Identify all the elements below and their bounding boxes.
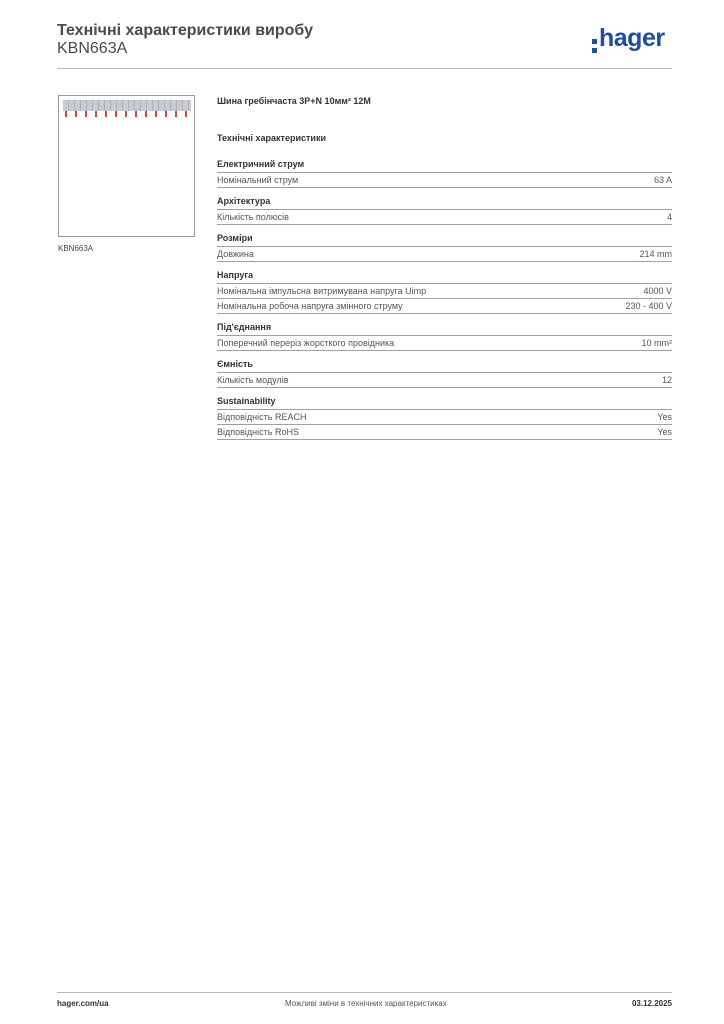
spec-label: Номінальна робоча напруга змінного струму: [217, 301, 403, 311]
footer-divider: [57, 992, 672, 993]
specifications: [217, 96, 672, 448]
product-code: KBN663A: [57, 40, 128, 57]
spec-label: Відповідність REACH: [217, 412, 307, 422]
spec-row: [217, 298, 672, 314]
spec-section: [217, 270, 672, 314]
product-name: Шина гребінчаста 3P+N 10мм² 12M: [217, 96, 371, 106]
spec-row: [217, 409, 672, 424]
section-title: Розміри: [217, 233, 253, 243]
busbar-picture: [63, 100, 191, 111]
spec-section: [217, 396, 672, 440]
spec-row: [217, 335, 672, 351]
spec-value: 10 mm²: [641, 338, 672, 348]
section-title: Під'єднання: [217, 322, 272, 332]
footer-date: 03.12.2025: [631, 999, 672, 1008]
spec-section: [217, 233, 672, 262]
spec-value: Yes: [657, 427, 672, 437]
section-title: Архітектура: [217, 196, 271, 206]
spec-value: 230 - 400 V: [625, 301, 672, 311]
spec-section: [217, 159, 672, 188]
spec-section: [217, 196, 672, 225]
spec-row: [217, 209, 672, 225]
footer-website-link[interactable]: hager.com/ua: [57, 999, 109, 1008]
section-title: Напруга: [217, 270, 254, 280]
spec-label: Кількість модулів: [217, 375, 289, 385]
section-title: Sustainability: [217, 396, 276, 406]
footer-notice: Можливі зміни в технічних характеристиках: [285, 999, 447, 1008]
spec-label: Номінальний струм: [217, 175, 299, 185]
spec-row: [217, 246, 672, 262]
spec-row: [217, 283, 672, 298]
spec-row: [217, 424, 672, 440]
spec-value: 63 A: [653, 175, 672, 185]
page-title: Технічні характеристики виробу: [57, 22, 313, 39]
busbar-pins: [65, 111, 189, 117]
spec-value: 214 mm: [639, 249, 672, 259]
spec-section: [217, 322, 672, 351]
spec-value: 12: [661, 375, 672, 385]
section-title: Ємність: [217, 359, 253, 369]
spec-row: [217, 372, 672, 388]
spec-value: Yes: [657, 412, 672, 422]
section-title: Електричний струм: [217, 159, 305, 169]
spec-row: [217, 172, 672, 188]
hager-logo[interactable]: [592, 26, 665, 53]
spec-label: Поперечний переріз жорсткого провідника: [217, 338, 395, 348]
logo-text: hager: [599, 24, 665, 52]
specs-heading: Технічні характеристики: [217, 133, 326, 143]
spec-label: Довжина: [217, 249, 254, 259]
spec-value: 4000 V: [643, 286, 672, 296]
logo-dots-icon: [592, 39, 598, 53]
spec-section: [217, 359, 672, 388]
spec-value: 4: [666, 212, 672, 222]
image-caption: KBN663A: [58, 244, 94, 253]
spec-label: Кількість полюсів: [217, 212, 289, 222]
header-divider: [57, 68, 672, 69]
product-image: [58, 95, 195, 237]
spec-label: Номінальна імпульсна витримувана напруга Uimp: [217, 286, 427, 296]
spec-label: Відповідність RoHS: [217, 427, 299, 437]
spec-sections: [217, 159, 672, 440]
